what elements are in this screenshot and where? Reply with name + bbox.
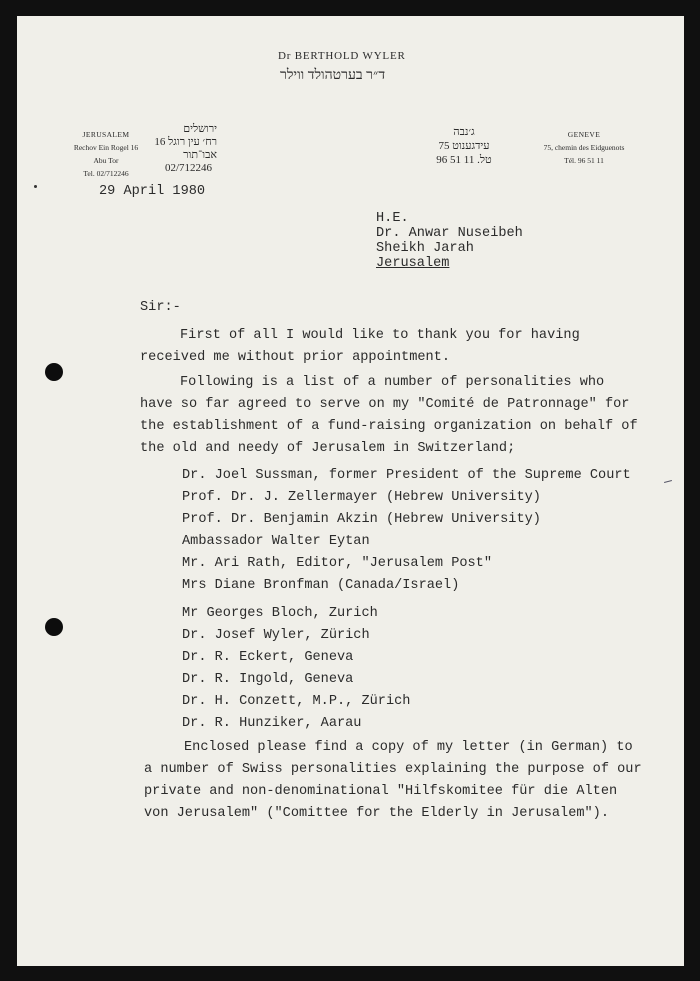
right-street: 75, chemin des Eidguenots (543, 143, 625, 152)
letter-page (17, 16, 684, 966)
recipient-line-3: Sheikh Jarah (376, 241, 474, 256)
list-item: Prof. Dr. J. Zellermayer (Hebrew University) (182, 490, 541, 505)
right-hebrew-street: עידגענוט 75 (438, 140, 490, 152)
recipient-line-1: H.E. (376, 211, 409, 226)
paragraph-3 (144, 737, 642, 825)
paragraph-2-line-2: have so far agreed to serve on my "Comité de Patronnage" for (140, 397, 630, 412)
dot-mark (34, 185, 37, 188)
paragraph-1 (140, 325, 580, 369)
list-item: Mr. Ari Rath, Editor, "Jerusalem Post" (182, 556, 492, 571)
left-tel: Tel. 02/712246 (83, 169, 129, 178)
letterhead-right-block (530, 128, 638, 167)
left-hebrew-district: אבו־תור (183, 149, 217, 161)
recipient-line-4: Jerusalem (376, 256, 450, 271)
paragraph-2-line-4: the old and needy of Jerusalem in Switzerland; (140, 441, 516, 456)
list-item: Dr. H. Conzett, M.P., Zürich (182, 694, 411, 709)
recipient-address (376, 211, 523, 271)
left-city: JERUSALEM (82, 130, 130, 139)
right-hebrew-city: ג׳נבה (453, 126, 475, 138)
right-tel: Tél. 96 51 11 (564, 156, 604, 165)
punch-hole-top (45, 363, 63, 381)
left-district: Abu Tor (93, 156, 119, 165)
patron-list-1 (182, 465, 631, 597)
paragraph-2-line-3: the establishment of a fund-raising organization on behalf of (140, 419, 638, 434)
right-city: GENEVE (567, 130, 601, 139)
list-item: Mrs Diane Bronfman (Canada/Israel) (182, 578, 460, 593)
list-item: Ambassador Walter Eytan (182, 534, 370, 549)
letterhead-right-hebrew-block (429, 125, 499, 167)
letterhead-name-hebrew: ד״ר בערטהולד ווילר (280, 68, 386, 83)
salutation: Sir:- (140, 300, 181, 315)
pen-mark (664, 480, 672, 483)
paragraph-2 (140, 372, 638, 460)
recipient-line-2: Dr. Anwar Nuseibeh (376, 226, 523, 241)
left-hebrew-street: רח׳ עין רוגל 16 (154, 136, 217, 148)
paragraph-3-line-3: private and non-denominational "Hilfskomitee für die Alten (144, 784, 618, 799)
letterhead-left-hebrew-block (137, 123, 217, 175)
paragraph-1-line-1: First of all I would like to thank you for having (180, 328, 580, 343)
list-item: Dr. Josef Wyler, Zürich (182, 628, 370, 643)
letter-date: 29 April 1980 (99, 184, 206, 199)
patron-list-2 (182, 603, 410, 735)
list-item: Dr. R. Ingold, Geneva (182, 672, 354, 687)
punch-hole-bottom (45, 618, 63, 636)
list-item: Prof. Dr. Benjamin Akzin (Hebrew University) (182, 512, 541, 527)
left-hebrew-city: ירושלים (183, 123, 217, 135)
paragraph-3-line-1: Enclosed please find a copy of my letter (in German) to (184, 740, 633, 755)
paragraph-2-line-1: Following is a list of a number of personalities who (180, 375, 605, 390)
list-item: Dr. R. Eckert, Geneva (182, 650, 354, 665)
paragraph-3-line-2: a number of Swiss personalities explaining the purpose of our (144, 762, 642, 777)
list-item: Mr Georges Bloch, Zurich (182, 606, 378, 621)
left-hebrew-tel: 02/712246 (165, 162, 213, 174)
list-item: Dr. Joel Sussman, former President of the Supreme Court (182, 468, 631, 483)
left-street: Rechov Ein Rogel 16 (73, 143, 139, 152)
right-hebrew-tel: טל. 11 51 96 (436, 154, 492, 166)
paragraph-3-line-4: von Jerusalem" ("Comittee for the Elderly in Jerusalem"). (144, 806, 609, 821)
list-item: Dr. R. Hunziker, Aarau (182, 716, 362, 731)
paragraph-1-line-2: received me without prior appointment. (140, 350, 450, 365)
letterhead-name-latin: Dr BERTHOLD WYLER (278, 50, 406, 62)
